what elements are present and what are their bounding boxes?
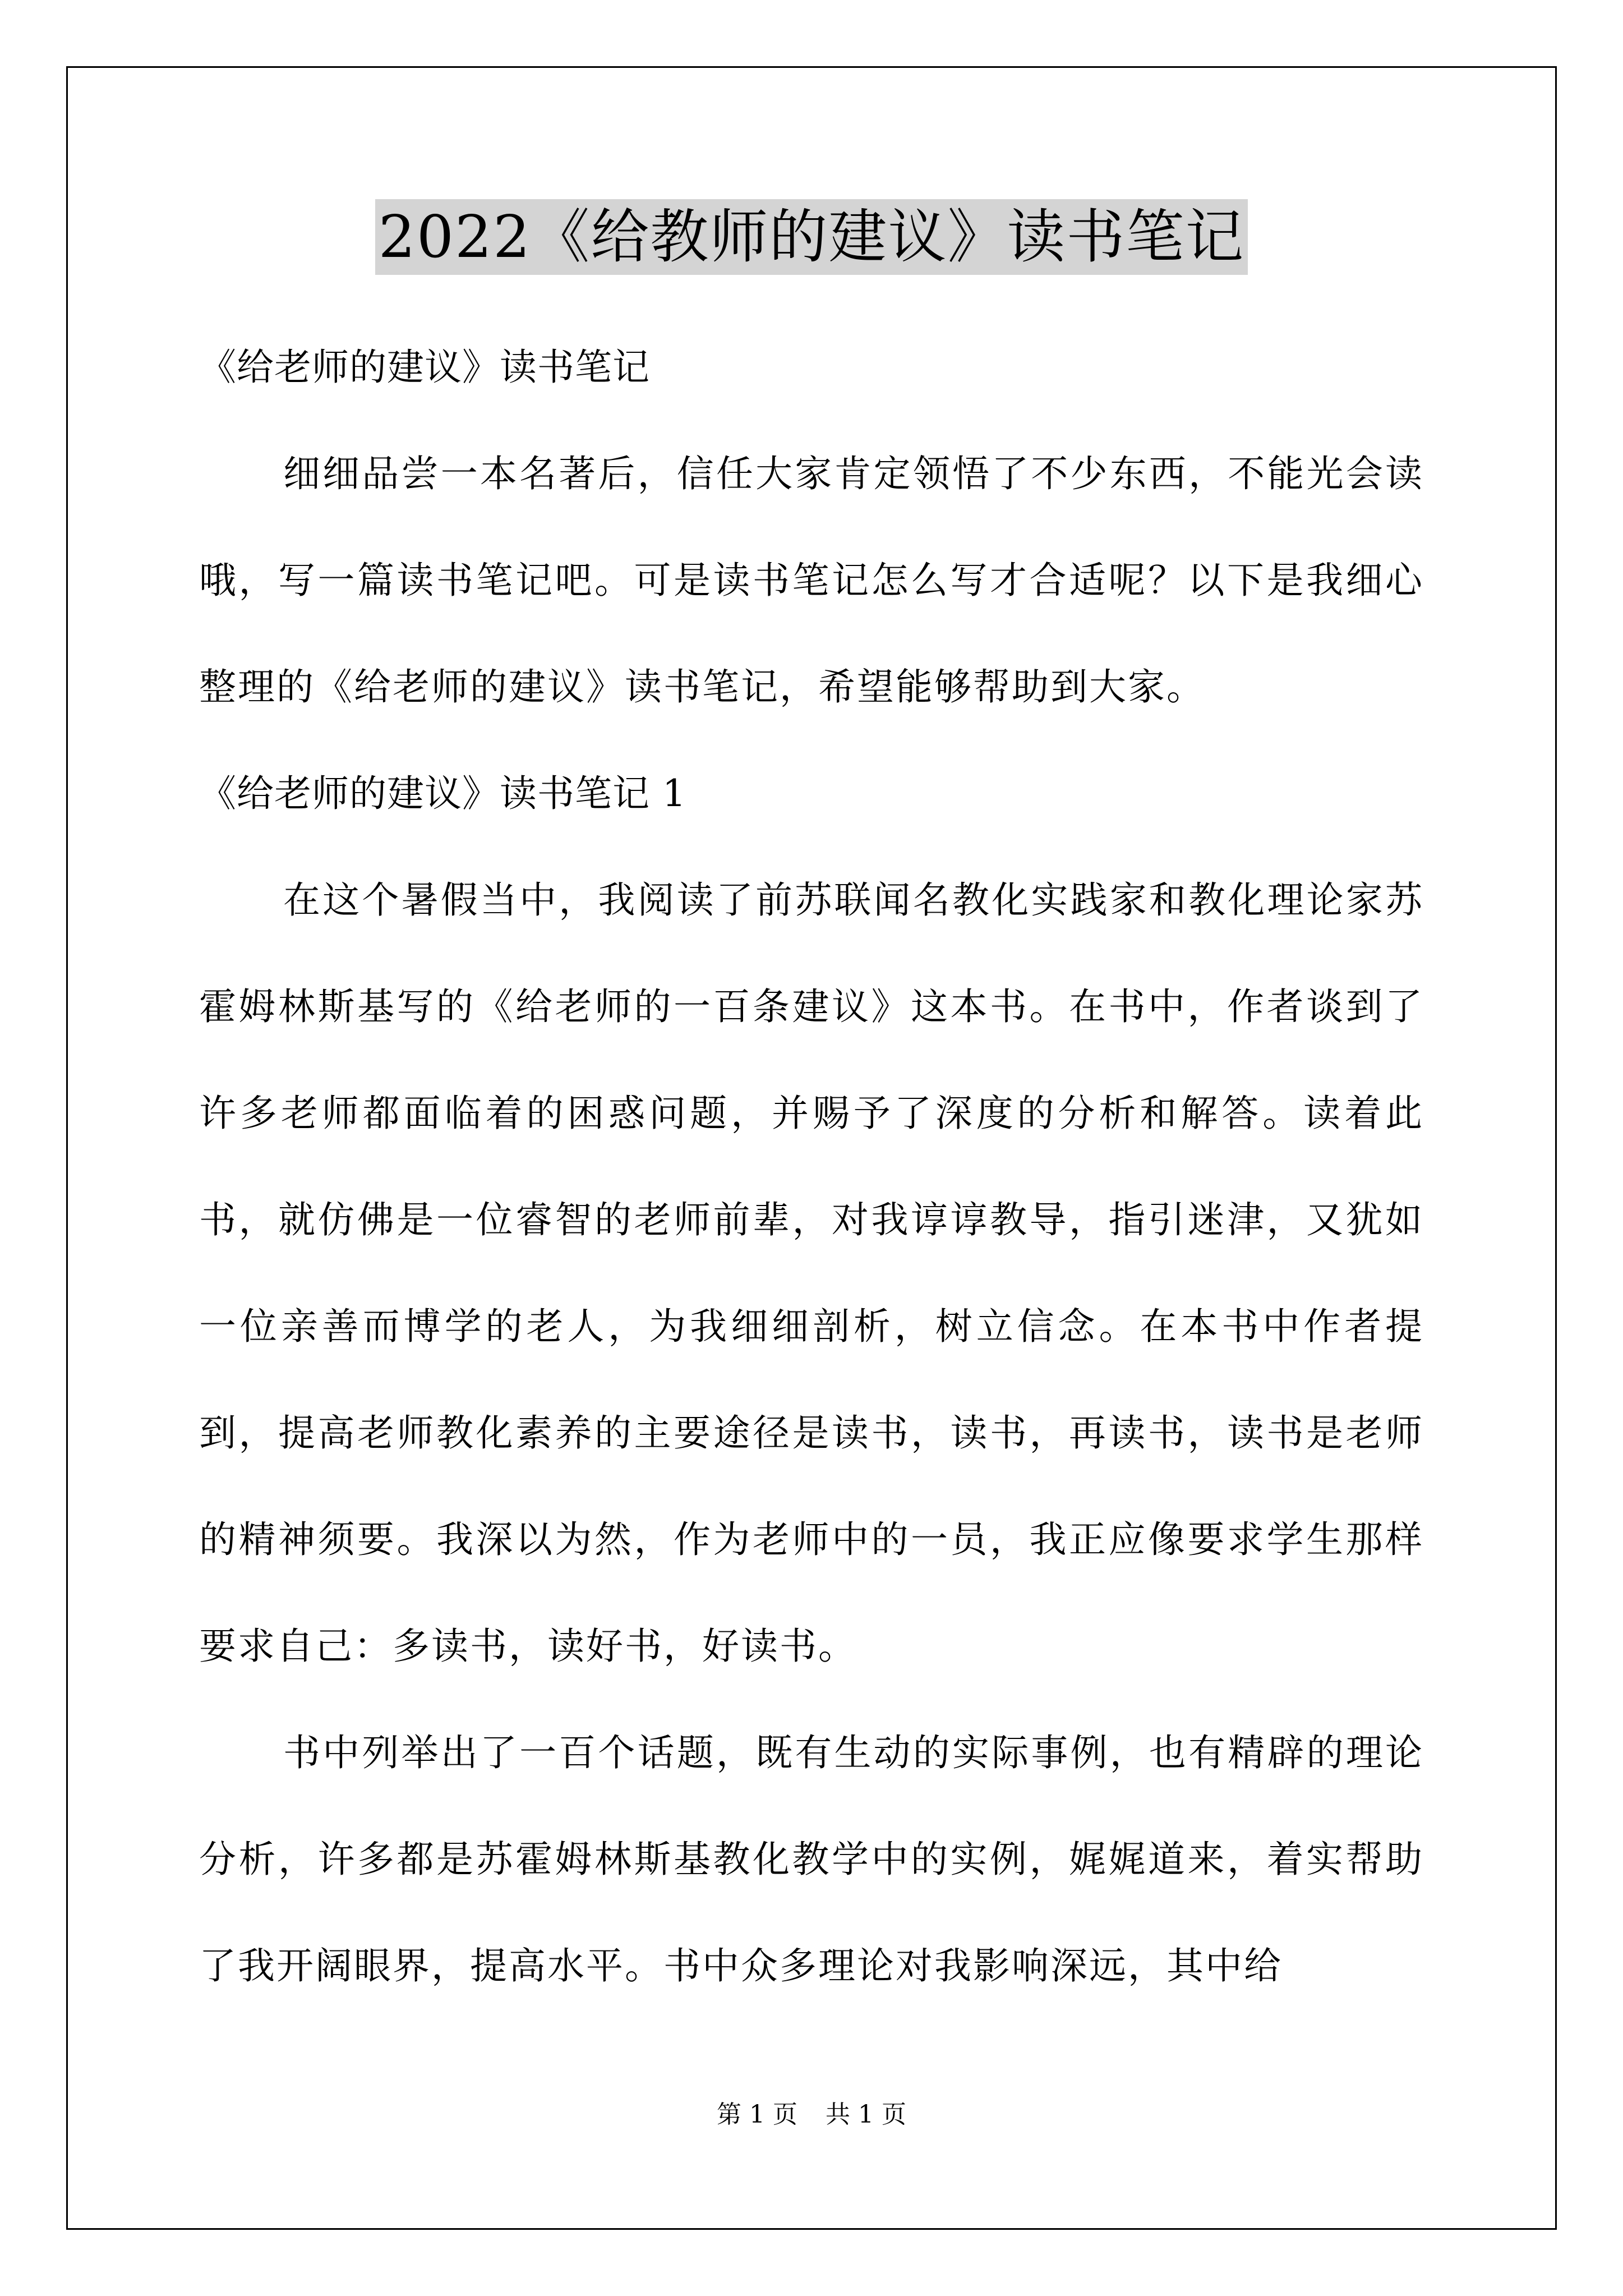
paragraph: 细细品尝一本名著后，信任大家肯定领悟了不少东西，不能光会读哦，写一篇读书笔记吧。可是读书笔记怎么写才合适呢？以下是我细心整理的《给老师的建议》读书笔记，希望能够帮助到大家。 xyxy=(199,452,1424,708)
section-heading: 《给老师的建议》读书笔记 xyxy=(199,346,650,389)
document-title: 2022《给教师的建议》读书笔记 xyxy=(375,199,1248,275)
page-footer xyxy=(0,2098,1623,2132)
page-number: 第 1 页 xyxy=(717,2100,797,2129)
document-body xyxy=(199,314,1424,2019)
paragraph: 书中列举出了一百个话题，既有生动的实际事例，也有精辟的理论分析，许多都是苏霍姆林斯基教化教学中的实例，娓娓道来，着实帮助了我开阔眼界，提高水平。书中众多理论对我影响深远，其中给 xyxy=(199,1731,1424,1987)
title-wrap xyxy=(0,199,1623,275)
section-heading: 《给老师的建议》读书笔记 1 xyxy=(199,772,686,815)
page-total: 共 1 页 xyxy=(826,2100,906,2129)
paragraph: 在这个暑假当中，我阅读了前苏联闻名教化实践家和教化理论家苏霍姆林斯基写的《给老师的一百条建议》这本书。在书中，作者谈到了许多老师都面临着的困惑问题，并赐予了深度的分析和解答。读着此书，就仿佛是一位睿智的老师前辈，对我谆谆教导，指引迷津，又犹如一位亲善而博学的老人，为我细细剖析，树立信念。在本书中作者提到，提高老师教化素养的主要途径是读书，读书，再读书，读书是老师的精神须要。我深以为然，作为老师中的一员，我正应像要求学生那样要求自己：多读书，读好书，好读书。 xyxy=(199,878,1424,1668)
